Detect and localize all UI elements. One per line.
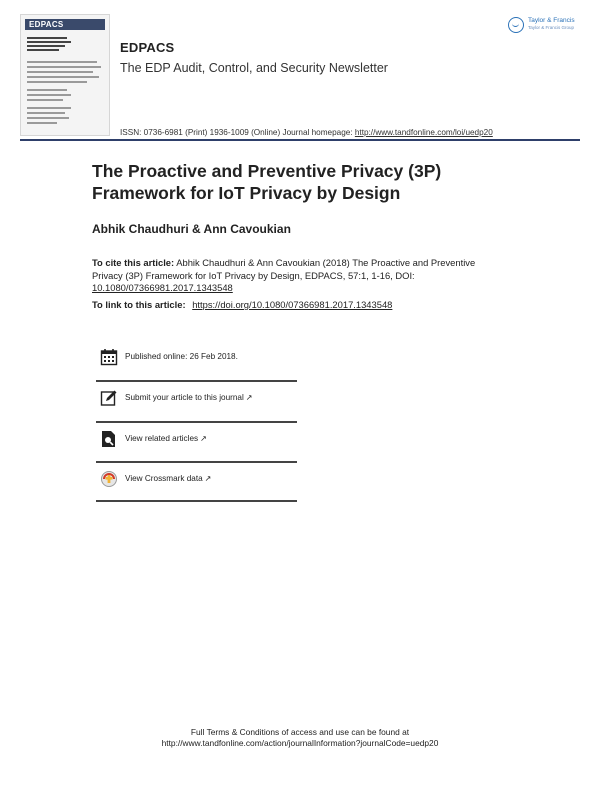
article-title: The Proactive and Preventive Privacy (3P) Framework for IoT Privacy by Design [92, 161, 442, 203]
cover-line [27, 107, 71, 109]
cover-line [27, 89, 67, 91]
document-search-icon [100, 430, 118, 448]
issn-line [120, 128, 493, 137]
publisher-logo-icon [508, 17, 524, 33]
publisher-logo-text: Taylor & Francis Taylor & Francis Group [528, 17, 575, 30]
header-divider [20, 139, 580, 141]
citation-doi[interactable]: 10.1080/07366981.2017.1343548 [92, 282, 233, 293]
cover-line [27, 61, 97, 63]
article-link-line [92, 299, 392, 310]
cover-title: EDPACS [29, 20, 64, 29]
footer [0, 727, 600, 749]
citation-label: To cite this article: [92, 257, 175, 268]
cover-line [27, 76, 99, 78]
cover-line [27, 71, 93, 73]
citation-text: Abhik Chaudhuri & Ann Cavoukian (2018) The Proactive and Preventive Privacy (3P) Framework for IoT Privacy by Design, EDPACS, 57:1, 1-16, DOI: [92, 257, 476, 281]
published-online-row [98, 348, 298, 368]
calendar-icon [100, 348, 118, 366]
journal-name: EDPACS [120, 40, 175, 55]
crossmark-icon [100, 470, 118, 488]
cover-line [27, 122, 57, 124]
info-divider [96, 500, 297, 502]
article-authors: Abhik Chaudhuri & Ann Cavoukian [92, 222, 291, 236]
footer-terms: Full Terms & Conditions of access and use can be found at [190, 727, 410, 737]
footer-terms-url[interactable]: http://www.tandfonline.com/action/journalInformation?journalCode=uedp20 [161, 738, 439, 748]
info-divider [96, 380, 297, 382]
info-divider [96, 421, 297, 423]
cover-title-bar [25, 19, 105, 30]
edit-icon [100, 389, 118, 407]
cover-line [27, 112, 65, 114]
cover-line [27, 41, 71, 43]
cover-line [27, 49, 59, 51]
journal-subtitle: The EDP Audit, Control, and Security Newsletter [120, 61, 388, 75]
cover-line [27, 117, 69, 119]
journal-cover-thumbnail [20, 14, 110, 136]
related-articles-row[interactable] [98, 430, 298, 450]
crossmark-link[interactable]: View Crossmark data ↗ [125, 474, 212, 483]
cover-line [27, 37, 67, 39]
journal-homepage-link[interactable]: http://www.tandfonline.com/loi/uedp20 [354, 128, 493, 137]
submit-article-row[interactable] [98, 389, 298, 409]
cover-line [27, 45, 65, 47]
article-doi-link[interactable]: https://doi.org/10.1080/07366981.2017.1343548 [192, 299, 393, 310]
crossmark-row[interactable] [98, 470, 298, 490]
external-link-icon: ↗ [245, 393, 253, 402]
article-link-label: To link to this article: [92, 299, 186, 310]
publisher-logo[interactable] [508, 14, 590, 38]
submit-article-link[interactable]: Submit your article to this journal ↗ [125, 393, 253, 402]
issn-text: ISSN: 0736-6981 (Print) 1936-1009 (Online) Journal homepage: [120, 128, 355, 137]
external-link-icon: ↗ [200, 434, 207, 443]
published-online-text: Published online: 26 Feb 2018. [125, 352, 238, 361]
cover-line [27, 99, 63, 101]
cover-line [27, 94, 71, 96]
cover-line [27, 66, 101, 68]
related-articles-link[interactable]: View related articles ↗ [125, 434, 207, 443]
external-link-icon: ↗ [204, 474, 212, 483]
citation-block [92, 257, 502, 295]
cover-line [27, 81, 87, 83]
info-divider [96, 461, 297, 463]
